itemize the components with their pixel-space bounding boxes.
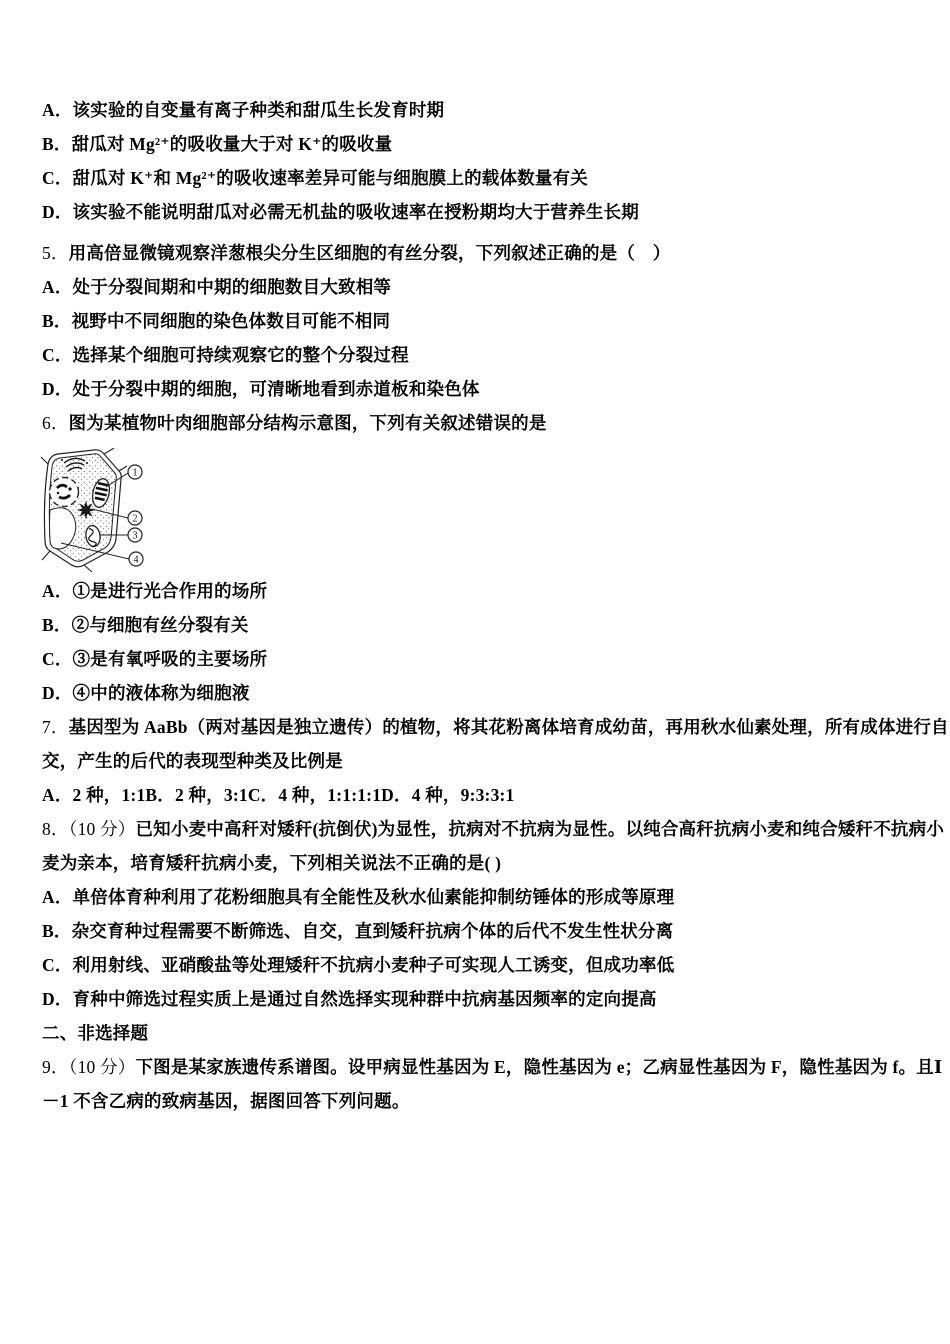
q8-option-b: B．杂交育种过程需要不断筛选、自交，直到矮秆抗病个体的后代不发生性状分离 [42, 921, 674, 941]
q5-stem-text: 用高倍显微镜观察洋葱根尖分生区细胞的有丝分裂，下列叙述正确的是（ ） [68, 243, 671, 263]
q9-stem-text1: 下图是某家族遗传系谱图。设甲病显性基因为 E，隐性基因为 e；乙病显性基因为 F，隐性基因为 f。且Ⅰ [135, 1057, 943, 1077]
q8-stem-line1 [42, 812, 945, 846]
plant-cell-diagram [39, 448, 157, 574]
q7-stem-line1 [42, 710, 949, 744]
q4-option-d: D．该实验不能说明甜瓜对必需无机盐的吸收速率在授粉期均大于营养生长期 [42, 202, 639, 222]
q8-option-d: D．育种中筛选过程实质上是通过自然选择实现种群中抗病基因频率的定向提高 [42, 989, 657, 1009]
q8-stem-line2: 麦为亲本，培育矮秆抗病小麦，下列相关说法不正确的是( ) [42, 853, 502, 873]
label-1-text: 1 [132, 467, 138, 479]
label-3-icon [128, 528, 142, 542]
q6-stem [42, 406, 922, 440]
q5-number: 5． [42, 243, 69, 263]
section2-heading: 二、非选择题 [42, 1023, 149, 1043]
label-1-icon [128, 465, 142, 479]
q6-option-d: D．④中的液体称为细胞液 [42, 683, 250, 703]
q6-option-b: B．②与细胞有丝分裂有关 [42, 615, 249, 635]
q8-score: （10 分） [68, 819, 136, 839]
q6-number: 6． [42, 413, 69, 433]
label-4-text: 4 [133, 554, 139, 566]
q9-score: （10 分） [68, 1057, 136, 1077]
label-4-icon [129, 552, 143, 566]
q5-option-a: A．处于分裂间期和中期的细胞数目大致相等 [42, 277, 392, 297]
q4-option-b: B．甜瓜对 Mg²⁺的吸收量大于对 K⁺的吸收量 [42, 134, 393, 154]
q9-number: 9． [42, 1057, 69, 1077]
q7-stem-text1: 基因型为 AaBb（两对基因是独立遗传）的植物，将其花粉离体培育成幼苗，再用秋水仙素处理，所有成体进行自 [68, 717, 949, 737]
q6-stem-text: 图为某植物叶肉细胞部分结构示意图，下列有关叙述错误的是 [68, 413, 547, 433]
q9-stem-line1 [42, 1050, 943, 1084]
q5-option-d: D．处于分裂中期的细胞，可清晰地看到赤道板和染色体 [42, 379, 480, 399]
label-2-text: 2 [132, 513, 138, 525]
label-2-icon [128, 511, 142, 525]
q5-option-b: B．视野中不同细胞的染色体数目可能不相同 [42, 311, 391, 331]
q8-option-c: C．利用射线、亚硝酸盐等处理矮秆不抗病小麦种子可实现人工诱变，但成功率低 [42, 955, 675, 975]
q9-stem-line2: －1 不含乙病的致病基因，据图回答下列问题。 [42, 1091, 410, 1111]
q8-number: 8． [42, 819, 69, 839]
cell-diagram-figure [39, 448, 922, 574]
q7-number: 7． [42, 717, 69, 737]
q4-option-a: A．该实验的自变量有离子种类和甜瓜生长发育时期 [42, 100, 445, 120]
q5-stem [42, 236, 922, 270]
q5-option-c: C．选择某个细胞可持续观察它的整个分裂过程 [42, 345, 409, 365]
q6-option-a: A．①是进行光合作用的场所 [42, 581, 268, 601]
q6-option-c: C．③是有氧呼吸的主要场所 [42, 649, 268, 669]
q4-option-c: C．甜瓜对 K⁺和 Mg²⁺的吸收速率差异可能与细胞膜上的载体数量有关 [42, 168, 588, 188]
q8-option-a: A．单倍体育种利用了花粉细胞具有全能性及秋水仙素能抑制纺锤体的形成等原理 [42, 887, 675, 907]
q8-stem-text1: 已知小麦中高秆对矮秆(抗倒伏)为显性，抗病对不抗病为显性。以纯合高秆抗病小麦和纯合矮秆不抗病小 [135, 819, 945, 839]
star-organelle [77, 501, 96, 520]
nucleus [50, 478, 79, 507]
q7-options-line: A．2 种，1:1B．2 种，3:1C．4 种，1:1:1:1D．4 种，9:3:3:1 [42, 785, 515, 805]
label-3-text: 3 [132, 530, 138, 542]
q7-stem-line2: 交，产生的后代的表现型种类及比例是 [42, 751, 343, 771]
